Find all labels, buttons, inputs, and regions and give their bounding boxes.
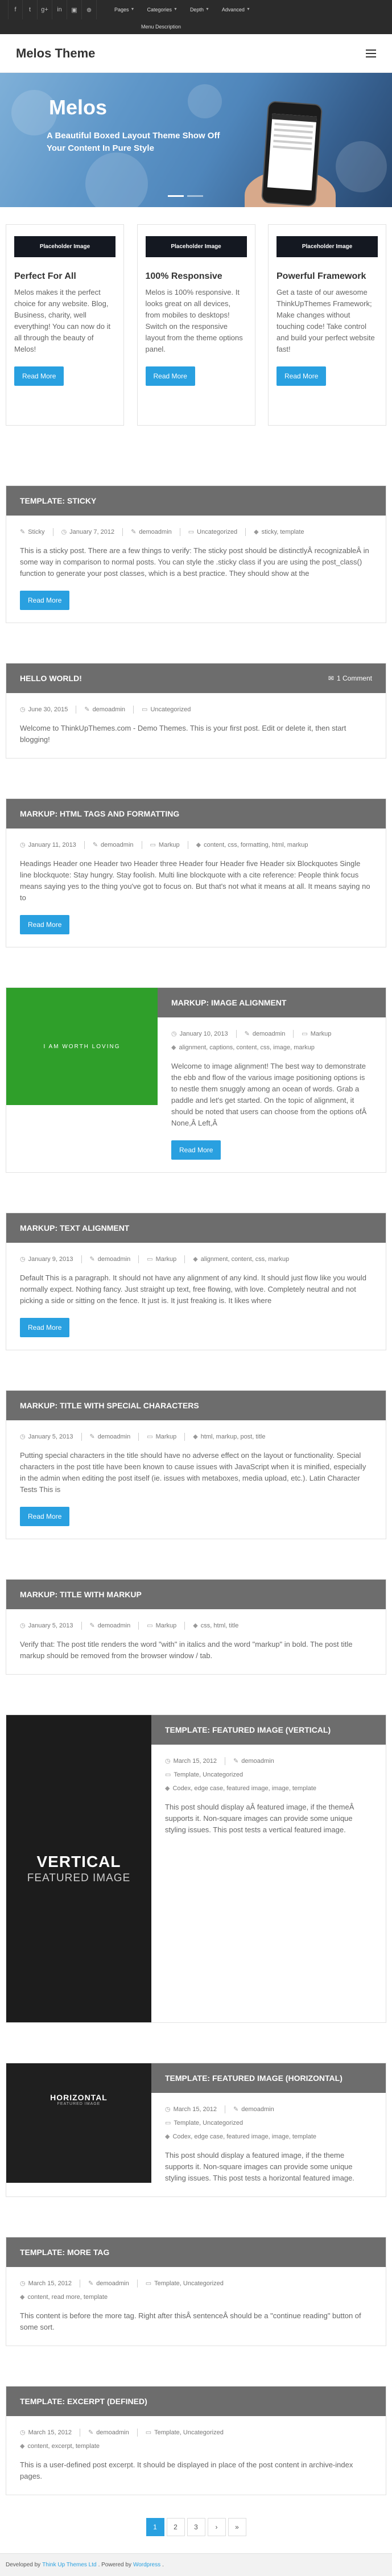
calendar-icon: ◷ bbox=[20, 706, 26, 713]
post-more-tag bbox=[6, 2237, 386, 2346]
post-title-text: MARKUP: HTML TAGS AND FORMATTING bbox=[20, 809, 180, 818]
post-title[interactable] bbox=[158, 988, 386, 1017]
post-title[interactable] bbox=[6, 1213, 386, 1243]
post-tags[interactable]: content, css, formatting, html, markup bbox=[204, 842, 308, 848]
user-icon: ✎ bbox=[89, 1433, 95, 1440]
user-icon: ✎ bbox=[89, 1256, 95, 1263]
post-meta bbox=[20, 1254, 372, 1264]
user-icon: ✎ bbox=[89, 1622, 95, 1629]
post-sticky bbox=[6, 485, 386, 623]
menu-item-categories[interactable] bbox=[141, 0, 183, 19]
feature-box bbox=[137, 224, 255, 426]
folder-icon: ▭ bbox=[165, 2120, 171, 2126]
dribbble-icon[interactable]: ⊕ bbox=[82, 0, 97, 19]
post-title-text: TEMPLATE: FEATURED IMAGE (HORIZONTAL) bbox=[165, 2074, 343, 2083]
post-date[interactable]: March 15, 2012 bbox=[28, 2280, 72, 2287]
features-row bbox=[0, 207, 392, 426]
post-tags[interactable]: Codex, edge case, featured image, image, template bbox=[172, 1785, 317, 1792]
post-meta-category bbox=[165, 1770, 372, 1780]
post-title-markup bbox=[6, 1579, 386, 1675]
tag-icon: ◆ bbox=[165, 2133, 170, 2140]
post-title-text: TEMPLATE: FEATURED IMAGE (VERTICAL) bbox=[165, 1725, 331, 1734]
read-more-button[interactable]: Read More bbox=[20, 1507, 69, 1526]
post-category[interactable]: Uncategorized bbox=[150, 706, 191, 713]
twitter-icon[interactable]: t bbox=[23, 0, 38, 19]
post-category[interactable]: Markup bbox=[155, 1256, 177, 1263]
sub-menu-bar bbox=[0, 19, 392, 34]
post-title[interactable] bbox=[6, 1580, 386, 1609]
slider-dot[interactable] bbox=[168, 195, 184, 197]
page-link[interactable]: 3 bbox=[187, 2518, 205, 2536]
post-excerpt: Default This is a paragraph. It should not have any alignment of any kind. It should just flow like you would normally expect. Nothing fancy. Just straight up text, free flowing, with love. Completely neutral and not picking a side or sitting on the fence. It just is. It just freaking is. It likes where bbox=[20, 1273, 366, 1305]
feature-box bbox=[268, 224, 386, 426]
comment-icon: ✉ bbox=[328, 674, 334, 682]
menu-item-advanced[interactable] bbox=[216, 0, 257, 19]
linkedin-icon[interactable]: in bbox=[52, 0, 67, 19]
thumbnail-title: VERTICAL bbox=[36, 1853, 121, 1870]
post-title[interactable] bbox=[151, 1715, 386, 1745]
phone-image bbox=[261, 101, 323, 207]
post-author[interactable]: demoadmin bbox=[97, 1256, 131, 1263]
post-meta bbox=[20, 2427, 372, 2438]
post-special-characters bbox=[6, 1390, 386, 1539]
comments-link[interactable] bbox=[328, 674, 372, 682]
menu-item-label: Advanced bbox=[221, 7, 245, 13]
post-date[interactable]: March 15, 2012 bbox=[173, 2106, 217, 2113]
post-excerpt: This is a sticky post. There are a few things to verify: The sticky post should be distinctlyÂ recognizableÂ in some way in comparison to normal posts. You can style the .sticky class if you are using the post_class() function to generate your post classes, which is a best practice. They should show at the bbox=[20, 546, 369, 578]
post-category[interactable]: Template, Uncategorized bbox=[174, 2120, 244, 2126]
post-meta-tags bbox=[165, 1783, 372, 1794]
post-author[interactable]: demoadmin bbox=[241, 1758, 274, 1765]
post-meta bbox=[171, 1029, 372, 1039]
tag-icon: ◆ bbox=[20, 2443, 25, 2450]
post-list bbox=[0, 485, 392, 2495]
post-excerpt: This post should display a featured image, if the theme supports it. Non-square images can provide some unique styling issues. This post tests a horizontal featured image. bbox=[165, 2151, 354, 2182]
post-date[interactable]: January 9, 2013 bbox=[28, 1256, 73, 1263]
tag-icon: ◆ bbox=[196, 842, 201, 848]
read-more-button[interactable]: Read More bbox=[146, 366, 195, 386]
tag-icon: ◆ bbox=[193, 1256, 198, 1263]
post-category[interactable]: Markup bbox=[155, 1433, 177, 1440]
post-image-alignment bbox=[6, 987, 386, 1173]
post-date[interactable]: January 11, 2013 bbox=[28, 842, 76, 848]
placeholder-image: Placeholder Image bbox=[146, 236, 247, 257]
post-category[interactable]: Markup bbox=[158, 842, 180, 848]
calendar-icon: ◷ bbox=[171, 1031, 177, 1037]
post-tags[interactable]: content, read more, template bbox=[27, 2294, 108, 2301]
post-title-text: MARKUP: TEXT ALIGNMENT bbox=[20, 1223, 130, 1233]
post-author[interactable]: demoadmin bbox=[241, 2106, 274, 2113]
post-excerpt: Putting special characters in the title should have no adverse effect on the layout or functionality. Special characters in the post title have been known to cause issues with JavaScript when it is minified, especially in the admin when editing the post itself (ie. issues with metaboxes, media upload, etc.). Latin Character Tests This is bbox=[20, 1451, 366, 1494]
post-text-alignment bbox=[6, 1213, 386, 1350]
user-icon: ✎ bbox=[233, 1758, 239, 1765]
comments-count: 1 Comment bbox=[336, 674, 372, 682]
post-excerpt: Welcome to ThinkUpThemes.com - Demo Themes. This is your first post. Edit or delete it, then start blogging! bbox=[20, 724, 346, 744]
footer-wordpress-link[interactable]: Wordpress bbox=[133, 2562, 161, 2568]
post-author[interactable]: demoadmin bbox=[96, 2280, 129, 2287]
post-tags[interactable]: sticky, template bbox=[261, 529, 304, 535]
folder-icon: ▭ bbox=[147, 1622, 153, 1629]
slider-pager bbox=[168, 195, 203, 197]
post-title-text: MARKUP: TITLE WITH SPECIAL CHARACTERS bbox=[20, 1401, 199, 1410]
post-featured-vertical bbox=[6, 1714, 386, 2023]
thumbnail-subtitle: FEATURED IMAGE bbox=[57, 2102, 101, 2106]
post-meta bbox=[165, 2104, 372, 2115]
post-excerpt: This is a user-defined post excerpt. It should be displayed in place of the post content in archive-index pages. bbox=[20, 2460, 353, 2480]
post-title[interactable] bbox=[6, 2387, 386, 2416]
folder-icon: ▭ bbox=[150, 842, 156, 848]
user-icon: ✎ bbox=[88, 2429, 94, 2436]
folder-icon: ▭ bbox=[302, 1031, 308, 1037]
post-date[interactable]: January 10, 2013 bbox=[179, 1031, 228, 1037]
post-tags[interactable]: css, html, title bbox=[200, 1622, 239, 1629]
menu-item-label: Depth bbox=[189, 7, 204, 13]
post-title-text: TEMPLATE: STICKY bbox=[20, 496, 97, 505]
feature-title: 100% Responsive bbox=[145, 271, 222, 281]
post-title-bar bbox=[6, 663, 386, 693]
read-more-button[interactable]: Read More bbox=[20, 1318, 69, 1337]
chevron-down-icon: ▼ bbox=[130, 7, 135, 11]
google-plus-icon[interactable]: g+ bbox=[38, 0, 52, 19]
feature-text: Get a taste of our awesome ThinkUpThemes Framework; Make changes without touching code! Take control and build your perfect website fast! bbox=[277, 288, 375, 353]
post-meta bbox=[20, 840, 372, 850]
post-excerpt: Welcome to image alignment! The best way to demonstrate the ebb and flow of the various image positioning options is to nestle them snuggly among an ocean of words. Grab a paddle and let's get started. On the topic of alignment, it should be noted that users can choose from the options ofÂ None,Â Left,Â bbox=[171, 1062, 367, 1127]
site-footer bbox=[0, 2553, 392, 2576]
slider-dot[interactable] bbox=[187, 195, 203, 197]
menu-item-description[interactable]: Menu Description bbox=[141, 24, 181, 30]
sticky-label: Sticky bbox=[28, 529, 45, 535]
user-icon: ✎ bbox=[244, 1031, 250, 1037]
footer-mid: . Powered by bbox=[98, 2562, 131, 2568]
tag-icon: ◆ bbox=[165, 1785, 170, 1792]
post-thumbnail[interactable] bbox=[6, 988, 158, 1105]
page-link-current[interactable]: 1 bbox=[146, 2518, 164, 2536]
post-meta bbox=[20, 2278, 372, 2289]
post-meta-tags bbox=[20, 2292, 372, 2302]
post-excerpt: This post should display aÂ featured image, if the themeÂ supports it. Non-square images can provide some unique styling issues. This post tests a vertical featured image. bbox=[165, 1803, 354, 1834]
calendar-icon: ◷ bbox=[20, 1433, 26, 1440]
post-title-text: MARKUP: TITLE WITH MARKUP bbox=[20, 1590, 142, 1599]
post-tags[interactable]: html, markup, post, title bbox=[200, 1433, 266, 1440]
thumbnail-text: I AM WORTH LOVING bbox=[43, 1043, 121, 1050]
post-title[interactable]: HELLO WORLD! bbox=[20, 674, 82, 683]
tag-icon: ◆ bbox=[20, 2294, 25, 2301]
tag-icon: ◆ bbox=[171, 1044, 176, 1051]
post-featured-horizontal bbox=[6, 2063, 386, 2197]
feature-title: Powerful Framework bbox=[277, 271, 366, 281]
calendar-icon: ◷ bbox=[20, 1622, 26, 1629]
post-category[interactable]: Template, Uncategorized bbox=[154, 2280, 224, 2287]
folder-icon: ▭ bbox=[145, 2280, 152, 2287]
flickr-icon[interactable]: ▣ bbox=[67, 0, 82, 19]
calendar-icon: ◷ bbox=[165, 2106, 171, 2113]
post-meta bbox=[165, 1756, 372, 1766]
footer-suffix: . bbox=[162, 2562, 164, 2568]
menu-item-label: Categories bbox=[147, 7, 172, 13]
pagination bbox=[0, 2518, 392, 2536]
post-date[interactable]: January 5, 2013 bbox=[28, 1622, 73, 1629]
post-category[interactable]: Uncategorized bbox=[197, 529, 238, 535]
post-html-tags bbox=[6, 798, 386, 947]
calendar-icon: ◷ bbox=[61, 529, 67, 535]
post-author[interactable]: demoadmin bbox=[97, 1622, 131, 1629]
site-title[interactable]: Melos Theme bbox=[16, 46, 96, 60]
tag-icon: ◆ bbox=[254, 529, 259, 535]
placeholder-image: Placeholder Image bbox=[277, 236, 378, 257]
post-tags[interactable]: content, excerpt, template bbox=[27, 2443, 100, 2450]
site-header bbox=[0, 34, 392, 73]
top-bar bbox=[0, 0, 392, 19]
folder-icon: ▭ bbox=[147, 1433, 153, 1440]
post-meta bbox=[20, 1621, 372, 1631]
post-author[interactable]: demoadmin bbox=[92, 706, 126, 713]
post-title[interactable] bbox=[6, 1391, 386, 1420]
post-tags[interactable]: Codex, edge case, featured image, image, template bbox=[172, 2133, 317, 2140]
slide-subtitle: A Beautiful Boxed Layout Theme Show Off Your Content In Pure Style bbox=[47, 131, 220, 153]
user-icon: ✎ bbox=[92, 842, 98, 848]
read-more-button[interactable]: Read More bbox=[20, 915, 69, 934]
footer-developer-link[interactable]: Think Up Themes Ltd bbox=[42, 2562, 97, 2568]
folder-icon: ▭ bbox=[142, 706, 148, 713]
feature-text: Melos is 100% responsive. It looks great on all devices, from mobiles to desktops! Switch on the responsive layout from the theme options panel. bbox=[145, 288, 243, 353]
next-page-link[interactable]: › bbox=[208, 2518, 226, 2536]
read-more-button[interactable]: Read More bbox=[277, 366, 326, 386]
calendar-icon: ◷ bbox=[20, 2280, 26, 2287]
folder-icon: ▭ bbox=[188, 529, 195, 535]
user-icon: ✎ bbox=[131, 529, 137, 535]
post-date[interactable]: January 5, 2013 bbox=[28, 1433, 73, 1440]
read-more-button[interactable]: Read More bbox=[20, 591, 69, 610]
tag-icon: ◆ bbox=[193, 1622, 198, 1629]
post-excerpt: This content is before the more tag. Right after thisÂ sentenceÂ should be a "continue reading" button of some sort. bbox=[20, 2311, 361, 2331]
slide-title: Melos bbox=[49, 96, 108, 119]
post-excerpt: Headings Header one Header two Header three Header four Header five Header six Blockquotes Single line blockquote: Stay hungry. Stay foolish. Multi line blockquote with a cite reference: People think focus means saying yes to the thing you've got to focus on. But that's not what it means at all. It means saying no to bbox=[20, 859, 370, 902]
post-author[interactable]: demoadmin bbox=[252, 1031, 286, 1037]
feature-title: Perfect For All bbox=[14, 271, 76, 281]
post-meta-tags bbox=[165, 2132, 372, 2142]
feature-box bbox=[6, 224, 124, 426]
post-title-text: TEMPLATE: EXCERPT (DEFINED) bbox=[20, 2397, 147, 2406]
post-date[interactable]: January 7, 2012 bbox=[69, 529, 115, 535]
folder-icon: ▭ bbox=[145, 2429, 152, 2436]
placeholder-image: Placeholder Image bbox=[14, 236, 115, 257]
folder-icon: ▭ bbox=[147, 1256, 153, 1263]
user-icon: ✎ bbox=[233, 2106, 239, 2113]
post-title-text: TEMPLATE: MORE TAG bbox=[20, 2248, 110, 2257]
post-thumbnail[interactable] bbox=[6, 1715, 151, 2022]
post-category[interactable]: Markup bbox=[155, 1622, 177, 1629]
post-meta-tags bbox=[20, 2441, 372, 2451]
hamburger-menu-icon[interactable] bbox=[366, 50, 376, 57]
calendar-icon: ◷ bbox=[20, 1256, 26, 1263]
post-meta bbox=[20, 1432, 372, 1442]
chevron-down-icon: ▼ bbox=[246, 7, 250, 11]
page-link[interactable]: 2 bbox=[167, 2518, 185, 2536]
chevron-down-icon: ▼ bbox=[174, 7, 178, 11]
social-links bbox=[8, 0, 97, 19]
post-title[interactable] bbox=[151, 2063, 386, 2093]
thumbnail-title: HORIZONTAL bbox=[50, 2093, 108, 2102]
post-thumbnail[interactable] bbox=[6, 2063, 151, 2183]
post-title-text: MARKUP: IMAGE ALIGNMENT bbox=[171, 998, 287, 1007]
post-author[interactable]: demoadmin bbox=[139, 529, 172, 535]
post-hello-world bbox=[6, 663, 386, 759]
user-icon: ✎ bbox=[84, 706, 90, 713]
pin-icon: ✎ bbox=[20, 529, 26, 535]
calendar-icon: ◷ bbox=[20, 842, 26, 848]
last-page-link[interactable]: » bbox=[228, 2518, 246, 2536]
post-category[interactable]: Template, Uncategorized bbox=[174, 1771, 244, 1778]
facebook-icon[interactable]: f bbox=[8, 0, 23, 19]
chevron-down-icon: ▼ bbox=[205, 7, 209, 11]
post-meta bbox=[20, 527, 372, 537]
post-title[interactable] bbox=[6, 486, 386, 516]
thumbnail-subtitle: FEATURED IMAGE bbox=[27, 1872, 131, 1884]
post-date[interactable]: June 30, 2015 bbox=[28, 706, 68, 713]
post-excerpt-defined bbox=[6, 2386, 386, 2495]
post-title[interactable] bbox=[6, 799, 386, 829]
post-author[interactable]: demoadmin bbox=[97, 1433, 131, 1440]
post-category[interactable]: Template, Uncategorized bbox=[154, 2429, 224, 2436]
calendar-icon: ◷ bbox=[165, 1758, 171, 1765]
post-tags[interactable]: alignment, content, css, markup bbox=[200, 1256, 290, 1263]
footer-prefix: Developed by bbox=[6, 2562, 41, 2568]
menu-item-pages[interactable] bbox=[108, 0, 141, 19]
feature-text: Melos makes it the perfect choice for any website. Blog, Business, charity, well everything! You can now do it all through the beauty of Melos! bbox=[14, 288, 111, 353]
hero-slider bbox=[0, 73, 392, 207]
post-meta-tags bbox=[171, 1042, 372, 1053]
post-author[interactable]: demoadmin bbox=[96, 2429, 129, 2436]
post-author[interactable]: demoadmin bbox=[101, 842, 134, 848]
tag-icon: ◆ bbox=[193, 1433, 198, 1440]
post-excerpt: Verify that: The post title renders the word "with" in italics and the word "markup" in bold. The post title markup should be removed from the browser window / tab. bbox=[20, 1640, 353, 1660]
post-date[interactable]: March 15, 2012 bbox=[28, 2429, 72, 2436]
top-menu bbox=[108, 0, 257, 19]
user-icon: ✎ bbox=[88, 2280, 94, 2287]
folder-icon: ▭ bbox=[165, 1771, 171, 1778]
menu-item-depth[interactable] bbox=[184, 0, 216, 19]
post-tags[interactable]: alignment, captions, content, css, image, markup bbox=[179, 1044, 315, 1051]
read-more-button[interactable]: Read More bbox=[14, 366, 64, 386]
post-title[interactable] bbox=[6, 2237, 386, 2267]
calendar-icon: ◷ bbox=[20, 2429, 26, 2436]
read-more-button[interactable]: Read More bbox=[171, 1140, 221, 1160]
post-category[interactable]: Markup bbox=[310, 1031, 332, 1037]
post-meta bbox=[20, 704, 372, 715]
post-meta-category bbox=[165, 2118, 372, 2128]
menu-item-label: Pages bbox=[114, 7, 129, 13]
post-date[interactable]: March 15, 2012 bbox=[173, 1758, 217, 1765]
